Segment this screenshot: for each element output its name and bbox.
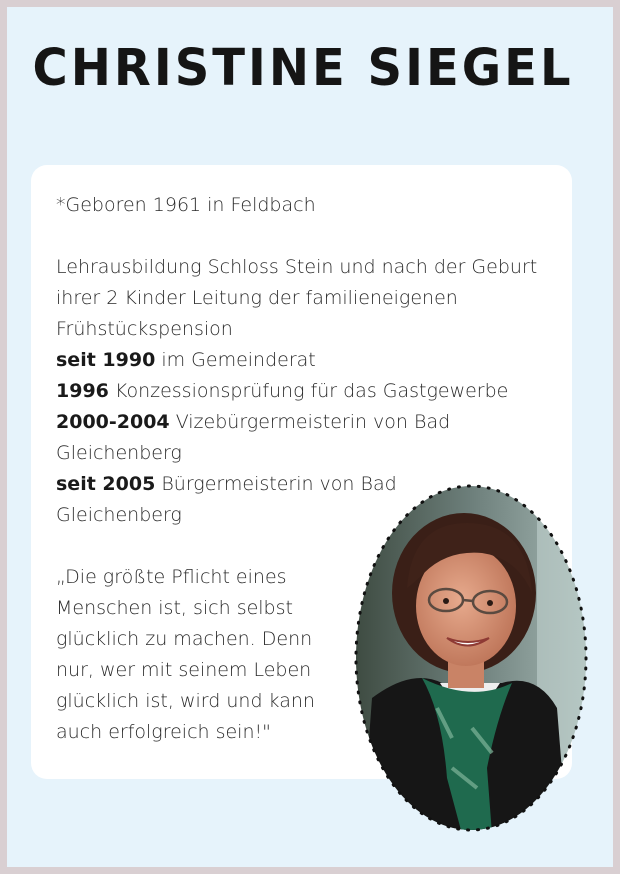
- portrait-illustration: [352, 478, 590, 834]
- timeline-label: 1996: [56, 380, 109, 402]
- timeline-text: Vizebürgermeisterin von Bad Gleichenberg: [56, 411, 451, 464]
- timeline-text: Bürgermeisterin von Bad Gleichenberg: [56, 473, 397, 526]
- quote-text: „Die größte Pflicht eines Menschen ist, sich selbst glücklich zu machen. Denn nur, wer mit seinem Leben glücklich ist, wird und kann auch erfolgreich sein!": [56, 566, 315, 743]
- timeline-text: im Gemeinderat: [155, 349, 316, 371]
- page-title: CHRISTINE SIEGEL: [32, 38, 574, 98]
- career-paragraph: Lehrausbildung Schloss Stein und nach der Geburt ihrer 2 Kinder Leitung der familieneigenen Frühstückspension: [56, 256, 538, 340]
- timeline-item: [56, 407, 546, 469]
- timeline-label: 2000-2004: [56, 411, 170, 433]
- birth-line: *Geboren 1961 in Feldbach: [56, 194, 316, 216]
- timeline-item: [56, 376, 546, 407]
- photo-content: [352, 478, 590, 834]
- timeline-text: Konzessionsprüfung für das Gastgewerbe: [108, 380, 509, 402]
- timeline-label: seit 2005: [56, 473, 156, 495]
- portrait-photo: [352, 478, 590, 834]
- timeline-item: [56, 345, 546, 376]
- timeline-label: seit 1990: [56, 349, 156, 371]
